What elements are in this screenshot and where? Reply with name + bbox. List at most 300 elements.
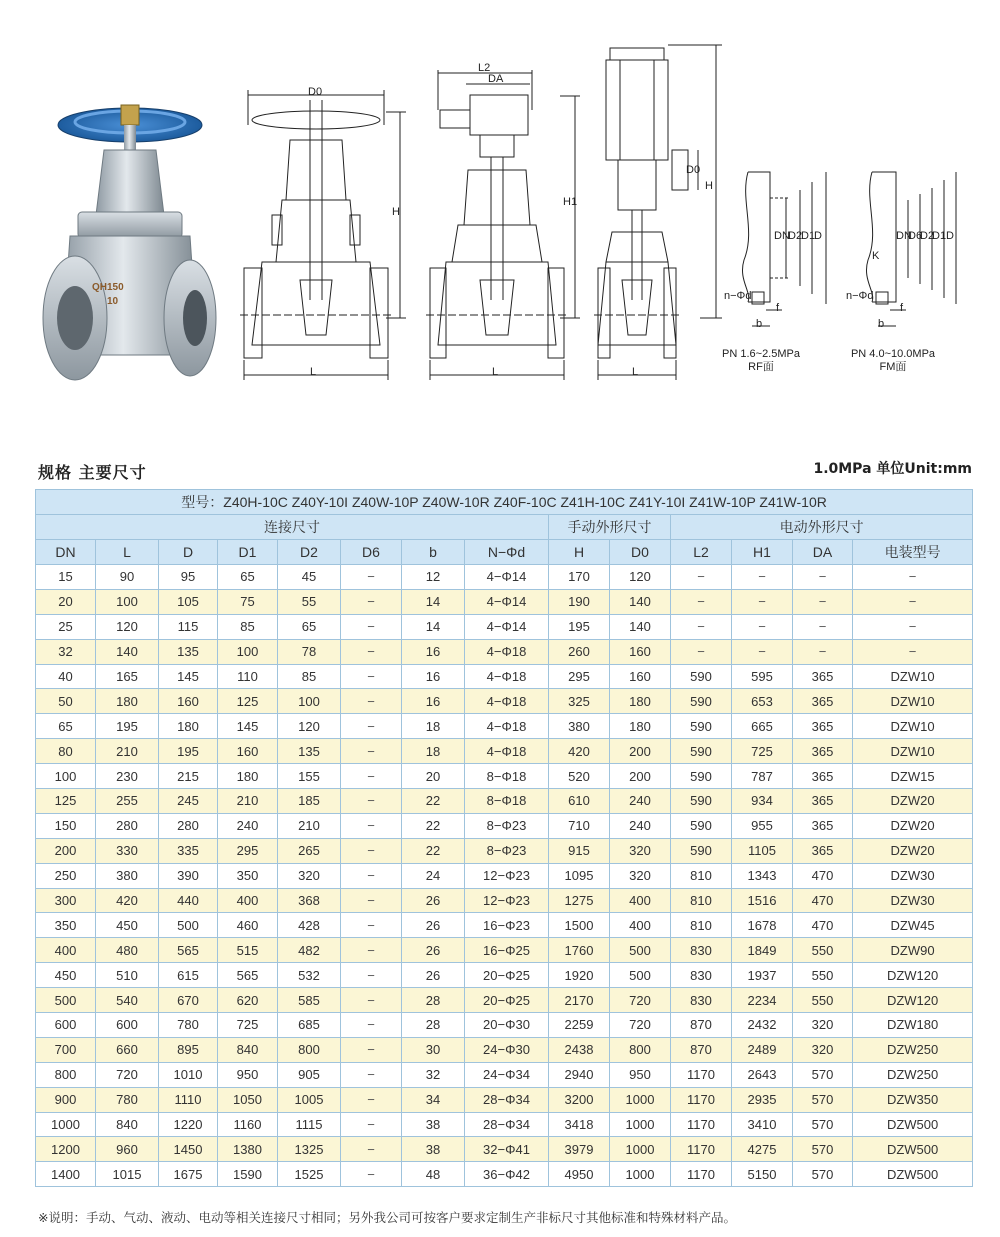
table-cell: 280 bbox=[96, 813, 159, 838]
table-cell: − bbox=[793, 589, 853, 614]
label-nphid-rf: n−Φd bbox=[724, 290, 752, 302]
table-cell: 38 bbox=[402, 1137, 465, 1162]
label-d2-fm: D2 bbox=[920, 230, 935, 242]
table-cell: 100 bbox=[278, 689, 341, 714]
table-cell: 120 bbox=[278, 714, 341, 739]
table-cell: 32 bbox=[36, 639, 96, 664]
table-row bbox=[36, 1112, 973, 1137]
table-cell: 830 bbox=[671, 963, 732, 988]
table-cell: 365 bbox=[793, 764, 853, 789]
table-cell: 100 bbox=[36, 764, 96, 789]
table-cell: 1170 bbox=[671, 1162, 732, 1187]
table-cell: 215 bbox=[159, 764, 218, 789]
table-cell: 20−Φ25 bbox=[465, 963, 549, 988]
table-cell: 26 bbox=[402, 888, 465, 913]
column-header: D bbox=[159, 540, 218, 565]
table-cell: 615 bbox=[159, 963, 218, 988]
table-cell: 570 bbox=[793, 1112, 853, 1137]
label-h1: H1 bbox=[563, 196, 578, 208]
table-cell: 950 bbox=[218, 1062, 278, 1087]
technical-drawings bbox=[0, 0, 1000, 440]
nameplate-text-2: 10 bbox=[107, 296, 119, 307]
table-row bbox=[36, 1162, 973, 1187]
caption-fm-face: FM面 bbox=[879, 361, 907, 373]
table-cell: 30 bbox=[402, 1037, 465, 1062]
table-cell: − bbox=[732, 639, 793, 664]
table-cell: 85 bbox=[278, 664, 341, 689]
table-cell: 140 bbox=[610, 614, 671, 639]
table-cell: 210 bbox=[218, 789, 278, 814]
table-cell: 1675 bbox=[159, 1162, 218, 1187]
table-cell: 4−Φ18 bbox=[465, 639, 549, 664]
table-cell: 180 bbox=[96, 689, 159, 714]
table-cell: 450 bbox=[36, 963, 96, 988]
table-cell: − bbox=[341, 988, 402, 1013]
table-cell: 470 bbox=[793, 913, 853, 938]
table-cell: 280 bbox=[159, 813, 218, 838]
table-cell: − bbox=[341, 963, 402, 988]
table-row bbox=[36, 988, 973, 1013]
table-cell: DZW500 bbox=[853, 1137, 973, 1162]
table-cell: 180 bbox=[159, 714, 218, 739]
table-cell: 135 bbox=[159, 639, 218, 664]
table-cell: 320 bbox=[610, 863, 671, 888]
table-cell: DZW30 bbox=[853, 888, 973, 913]
table-cell: 428 bbox=[278, 913, 341, 938]
table-cell: 710 bbox=[549, 813, 610, 838]
table-cell: 420 bbox=[96, 888, 159, 913]
table-cell: − bbox=[341, 565, 402, 590]
table-cell: 8−Φ23 bbox=[465, 813, 549, 838]
label-nphid-fm: n−Φd bbox=[846, 290, 874, 302]
table-cell: 780 bbox=[96, 1087, 159, 1112]
table-cell: 160 bbox=[159, 689, 218, 714]
table-cell: 1000 bbox=[610, 1162, 671, 1187]
table-cell: 245 bbox=[159, 789, 218, 814]
table-cell: DZW180 bbox=[853, 1013, 973, 1038]
table-cell: − bbox=[341, 938, 402, 963]
label-d-rf: D bbox=[814, 230, 822, 242]
table-cell: 1010 bbox=[159, 1062, 218, 1087]
table-cell: 110 bbox=[218, 664, 278, 689]
table-cell: 4−Φ18 bbox=[465, 689, 549, 714]
table-cell: 16−Φ25 bbox=[465, 938, 549, 963]
table-cell: DZW120 bbox=[853, 988, 973, 1013]
table-cell: 265 bbox=[278, 838, 341, 863]
table-cell: 45 bbox=[278, 565, 341, 590]
table-cell: − bbox=[341, 789, 402, 814]
table-cell: − bbox=[341, 614, 402, 639]
table-cell: − bbox=[341, 739, 402, 764]
table-cell: 480 bbox=[96, 938, 159, 963]
label-dn-fm: DN bbox=[896, 230, 912, 242]
label-d0: D0 bbox=[308, 86, 323, 98]
table-cell: 24 bbox=[402, 863, 465, 888]
table-cell: 320 bbox=[793, 1037, 853, 1062]
table-cell: 50 bbox=[36, 689, 96, 714]
table-cell: DZW20 bbox=[853, 838, 973, 863]
spec-table bbox=[35, 489, 973, 1187]
table-cell: DZW10 bbox=[853, 739, 973, 764]
table-cell: 145 bbox=[218, 714, 278, 739]
table-cell: 470 bbox=[793, 863, 853, 888]
table-cell: 570 bbox=[793, 1087, 853, 1112]
table-cell: 500 bbox=[159, 913, 218, 938]
table-cell: − bbox=[732, 589, 793, 614]
table-cell: 335 bbox=[159, 838, 218, 863]
table-cell: 230 bbox=[96, 764, 159, 789]
table-cell: 20−Φ25 bbox=[465, 988, 549, 1013]
table-cell: 905 bbox=[278, 1062, 341, 1087]
table-cell: − bbox=[671, 639, 732, 664]
table-cell: 125 bbox=[218, 689, 278, 714]
model-row bbox=[36, 490, 973, 515]
table-cell: 365 bbox=[793, 714, 853, 739]
table-cell: 1516 bbox=[732, 888, 793, 913]
table-cell: 570 bbox=[793, 1162, 853, 1187]
table-cell: 55 bbox=[278, 589, 341, 614]
table-cell: − bbox=[341, 689, 402, 714]
table-cell: 565 bbox=[159, 938, 218, 963]
table-cell: 934 bbox=[732, 789, 793, 814]
table-cell: 120 bbox=[610, 565, 671, 590]
table-row bbox=[36, 589, 973, 614]
table-cell: 787 bbox=[732, 764, 793, 789]
table-cell: 3979 bbox=[549, 1137, 610, 1162]
table-cell: 1343 bbox=[732, 863, 793, 888]
table-cell: 100 bbox=[218, 639, 278, 664]
table-cell: 22 bbox=[402, 838, 465, 863]
table-cell: 600 bbox=[96, 1013, 159, 1038]
column-header: N−Φd bbox=[465, 540, 549, 565]
nameplate-text-1: QH150 bbox=[92, 282, 124, 293]
table-row bbox=[36, 1013, 973, 1038]
caption-fm-pressure: PN 4.0~10.0MPa bbox=[850, 348, 936, 360]
table-cell: 515 bbox=[218, 938, 278, 963]
table-cell: 260 bbox=[549, 639, 610, 664]
table-cell: 8−Φ18 bbox=[465, 789, 549, 814]
table-cell: 2234 bbox=[732, 988, 793, 1013]
table-cell: 350 bbox=[218, 863, 278, 888]
table-cell: 400 bbox=[218, 888, 278, 913]
table-cell: 115 bbox=[159, 614, 218, 639]
table-cell: 915 bbox=[549, 838, 610, 863]
table-cell: 195 bbox=[96, 714, 159, 739]
table-cell: 36−Φ42 bbox=[465, 1162, 549, 1187]
table-cell: − bbox=[341, 863, 402, 888]
table-cell: 540 bbox=[96, 988, 159, 1013]
table-cell: DZW90 bbox=[853, 938, 973, 963]
table-cell: 210 bbox=[96, 739, 159, 764]
column-header: DA bbox=[793, 540, 853, 565]
label-l: L bbox=[310, 366, 317, 378]
table-cell: 1450 bbox=[159, 1137, 218, 1162]
label-h: H bbox=[392, 206, 400, 218]
table-cell: 365 bbox=[793, 739, 853, 764]
table-row bbox=[36, 888, 973, 913]
table-cell: 14 bbox=[402, 614, 465, 639]
label-d2-rf: D2 bbox=[788, 230, 803, 242]
table-cell: 25 bbox=[36, 614, 96, 639]
table-cell: 380 bbox=[96, 863, 159, 888]
caption-rf-face: RF面 bbox=[748, 361, 774, 373]
table-cell: 28−Φ34 bbox=[465, 1087, 549, 1112]
table-cell: − bbox=[732, 614, 793, 639]
table-cell: 670 bbox=[159, 988, 218, 1013]
table-cell: DZW20 bbox=[853, 813, 973, 838]
table-cell: 700 bbox=[36, 1037, 96, 1062]
table-cell: 12−Φ23 bbox=[465, 863, 549, 888]
label-l-electric: L bbox=[492, 366, 499, 378]
table-cell: 1105 bbox=[732, 838, 793, 863]
table-cell: 830 bbox=[671, 988, 732, 1013]
table-cell: 460 bbox=[218, 913, 278, 938]
table-cell: 16−Φ23 bbox=[465, 913, 549, 938]
table-cell: 368 bbox=[278, 888, 341, 913]
table-cell: 780 bbox=[159, 1013, 218, 1038]
table-cell: 140 bbox=[610, 589, 671, 614]
table-cell: 4950 bbox=[549, 1162, 610, 1187]
table-cell: 1000 bbox=[610, 1087, 671, 1112]
table-cell: 550 bbox=[793, 988, 853, 1013]
table-cell: 1525 bbox=[278, 1162, 341, 1187]
table-cell: − bbox=[341, 888, 402, 913]
table-cell: DZW30 bbox=[853, 863, 973, 888]
table-cell: 16 bbox=[402, 664, 465, 689]
table-cell: 5150 bbox=[732, 1162, 793, 1187]
column-header: 电装型号 bbox=[853, 540, 973, 565]
table-cell: 720 bbox=[610, 988, 671, 1013]
table-cell: 125 bbox=[36, 789, 96, 814]
label-b-rf: b bbox=[756, 318, 763, 330]
table-cell: 810 bbox=[671, 888, 732, 913]
column-header: D1 bbox=[218, 540, 278, 565]
table-row bbox=[36, 689, 973, 714]
table-cell: 190 bbox=[549, 589, 610, 614]
table-cell: 1005 bbox=[278, 1087, 341, 1112]
table-cell: 950 bbox=[610, 1062, 671, 1087]
table-cell: − bbox=[853, 589, 973, 614]
table-cell: 1380 bbox=[218, 1137, 278, 1162]
table-cell: 810 bbox=[671, 863, 732, 888]
table-row bbox=[36, 764, 973, 789]
valve-photo bbox=[43, 105, 216, 380]
table-cell: 720 bbox=[96, 1062, 159, 1087]
table-cell: 160 bbox=[218, 739, 278, 764]
table-cell: 28−Φ34 bbox=[465, 1112, 549, 1137]
table-cell: 78 bbox=[278, 639, 341, 664]
table-cell: 810 bbox=[671, 913, 732, 938]
table-cell: 8−Φ23 bbox=[465, 838, 549, 863]
table-cell: DZW500 bbox=[853, 1162, 973, 1187]
table-cell: 653 bbox=[732, 689, 793, 714]
table-cell: 240 bbox=[610, 813, 671, 838]
table-cell: 1325 bbox=[278, 1137, 341, 1162]
label-d1-rf: D1 bbox=[801, 230, 816, 242]
table-cell: 1160 bbox=[218, 1112, 278, 1137]
table-row bbox=[36, 863, 973, 888]
section-title: 规格 主要尺寸 bbox=[38, 463, 147, 482]
table-cell: 610 bbox=[549, 789, 610, 814]
table-cell: 24−Φ34 bbox=[465, 1062, 549, 1087]
table-row bbox=[36, 1062, 973, 1087]
table-cell: 1500 bbox=[549, 913, 610, 938]
table-cell: 390 bbox=[159, 863, 218, 888]
table-cell: 18 bbox=[402, 714, 465, 739]
table-cell: 1200 bbox=[36, 1137, 96, 1162]
table-cell: 32−Φ41 bbox=[465, 1137, 549, 1162]
table-cell: 100 bbox=[96, 589, 159, 614]
table-cell: 2643 bbox=[732, 1062, 793, 1087]
table-cell: 1590 bbox=[218, 1162, 278, 1187]
table-cell: 250 bbox=[36, 863, 96, 888]
table-cell: 510 bbox=[96, 963, 159, 988]
drawing-manual-valve bbox=[240, 90, 406, 380]
table-row bbox=[36, 963, 973, 988]
table-cell: 500 bbox=[36, 988, 96, 1013]
table-cell: 20 bbox=[36, 589, 96, 614]
table-cell: DZW10 bbox=[853, 714, 973, 739]
table-cell: 325 bbox=[549, 689, 610, 714]
table-row bbox=[36, 789, 973, 814]
table-cell: 840 bbox=[96, 1112, 159, 1137]
table-row bbox=[36, 913, 973, 938]
table-cell: 420 bbox=[549, 739, 610, 764]
drawing-electric-valve bbox=[426, 70, 580, 380]
table-cell: 590 bbox=[671, 813, 732, 838]
table-cell: 1849 bbox=[732, 938, 793, 963]
table-cell: 1095 bbox=[549, 863, 610, 888]
table-cell: 90 bbox=[96, 565, 159, 590]
table-cell: 2935 bbox=[732, 1087, 793, 1112]
table-cell: 1760 bbox=[549, 938, 610, 963]
table-row bbox=[36, 838, 973, 863]
table-cell: 85 bbox=[218, 614, 278, 639]
table-cell: 4−Φ18 bbox=[465, 664, 549, 689]
table-cell: 105 bbox=[159, 589, 218, 614]
table-cell: 4−Φ14 bbox=[465, 565, 549, 590]
table-cell: 22 bbox=[402, 789, 465, 814]
table-cell: − bbox=[341, 664, 402, 689]
table-cell: − bbox=[671, 589, 732, 614]
table-cell: 550 bbox=[793, 963, 853, 988]
label-k-fm: K bbox=[872, 250, 880, 262]
footnote: ※说明：手动、气动、液动、电动等相关连接尺寸相同；另外我公司可按客户要求定制生产非标尺寸其他标准和特殊材料产品。 bbox=[38, 1210, 736, 1225]
table-cell: 870 bbox=[671, 1013, 732, 1038]
table-cell: DZW350 bbox=[853, 1087, 973, 1112]
table-cell: 1000 bbox=[610, 1137, 671, 1162]
table-cell: − bbox=[341, 1112, 402, 1137]
table-cell: − bbox=[793, 614, 853, 639]
table-cell: 2489 bbox=[732, 1037, 793, 1062]
table-cell: 20−Φ30 bbox=[465, 1013, 549, 1038]
table-cell: − bbox=[671, 614, 732, 639]
table-cell: 960 bbox=[96, 1137, 159, 1162]
table-cell: 895 bbox=[159, 1037, 218, 1062]
table-cell: 185 bbox=[278, 789, 341, 814]
table-cell: 1110 bbox=[159, 1087, 218, 1112]
table-cell: − bbox=[341, 838, 402, 863]
drawing-flange-rf bbox=[742, 172, 826, 326]
table-cell: 16 bbox=[402, 639, 465, 664]
table-cell: 830 bbox=[671, 938, 732, 963]
table-cell: 255 bbox=[96, 789, 159, 814]
table-cell: 2259 bbox=[549, 1013, 610, 1038]
caption-rf-pressure: PN 1.6~2.5MPa bbox=[722, 348, 800, 360]
group-connection: 连接尺寸 bbox=[36, 515, 549, 540]
table-cell: 295 bbox=[549, 664, 610, 689]
table-cell: 440 bbox=[159, 888, 218, 913]
table-cell: 38 bbox=[402, 1112, 465, 1137]
table-cell: 800 bbox=[278, 1037, 341, 1062]
table-cell: 300 bbox=[36, 888, 96, 913]
table-cell: 350 bbox=[36, 913, 96, 938]
table-cell: 20 bbox=[402, 764, 465, 789]
table-cell: 32 bbox=[402, 1062, 465, 1087]
table-cell: 200 bbox=[610, 739, 671, 764]
table-cell: 520 bbox=[549, 764, 610, 789]
table-cell: − bbox=[341, 714, 402, 739]
table-cell: − bbox=[341, 1137, 402, 1162]
table-cell: 365 bbox=[793, 664, 853, 689]
table-cell: 170 bbox=[549, 565, 610, 590]
table-cell: 1400 bbox=[36, 1162, 96, 1187]
table-cell: DZW10 bbox=[853, 664, 973, 689]
column-header: b bbox=[402, 540, 465, 565]
table-cell: 1000 bbox=[610, 1112, 671, 1137]
table-cell: 135 bbox=[278, 739, 341, 764]
table-cell: 320 bbox=[278, 863, 341, 888]
table-cell: 1920 bbox=[549, 963, 610, 988]
table-cell: 80 bbox=[36, 739, 96, 764]
column-header: D2 bbox=[278, 540, 341, 565]
table-cell: − bbox=[341, 639, 402, 664]
table-cell: 600 bbox=[36, 1013, 96, 1038]
table-row bbox=[36, 664, 973, 689]
table-cell: 482 bbox=[278, 938, 341, 963]
table-cell: − bbox=[341, 764, 402, 789]
table-cell: 685 bbox=[278, 1013, 341, 1038]
table-cell: 720 bbox=[610, 1013, 671, 1038]
table-cell: 595 bbox=[732, 664, 793, 689]
table-cell: 1170 bbox=[671, 1112, 732, 1137]
table-cell: − bbox=[853, 565, 973, 590]
table-cell: 365 bbox=[793, 789, 853, 814]
table-cell: 34 bbox=[402, 1087, 465, 1112]
table-cell: − bbox=[853, 614, 973, 639]
label-l2: L2 bbox=[478, 62, 491, 74]
table-cell: 24−Φ30 bbox=[465, 1037, 549, 1062]
table-cell: 1000 bbox=[36, 1112, 96, 1137]
table-cell: − bbox=[341, 1087, 402, 1112]
table-cell: 160 bbox=[610, 664, 671, 689]
table-row bbox=[36, 1087, 973, 1112]
table-cell: 450 bbox=[96, 913, 159, 938]
column-header: D6 bbox=[341, 540, 402, 565]
table-cell: − bbox=[341, 589, 402, 614]
table-cell: 620 bbox=[218, 988, 278, 1013]
table-cell: 4−Φ14 bbox=[465, 589, 549, 614]
label-d6-fm: D6 bbox=[908, 230, 923, 242]
table-cell: 365 bbox=[793, 689, 853, 714]
table-cell: 65 bbox=[278, 614, 341, 639]
table-cell: 240 bbox=[218, 813, 278, 838]
table-cell: 240 bbox=[610, 789, 671, 814]
table-cell: 200 bbox=[610, 764, 671, 789]
table-cell: 2438 bbox=[549, 1037, 610, 1062]
table-cell: 470 bbox=[793, 888, 853, 913]
table-cell: 380 bbox=[549, 714, 610, 739]
